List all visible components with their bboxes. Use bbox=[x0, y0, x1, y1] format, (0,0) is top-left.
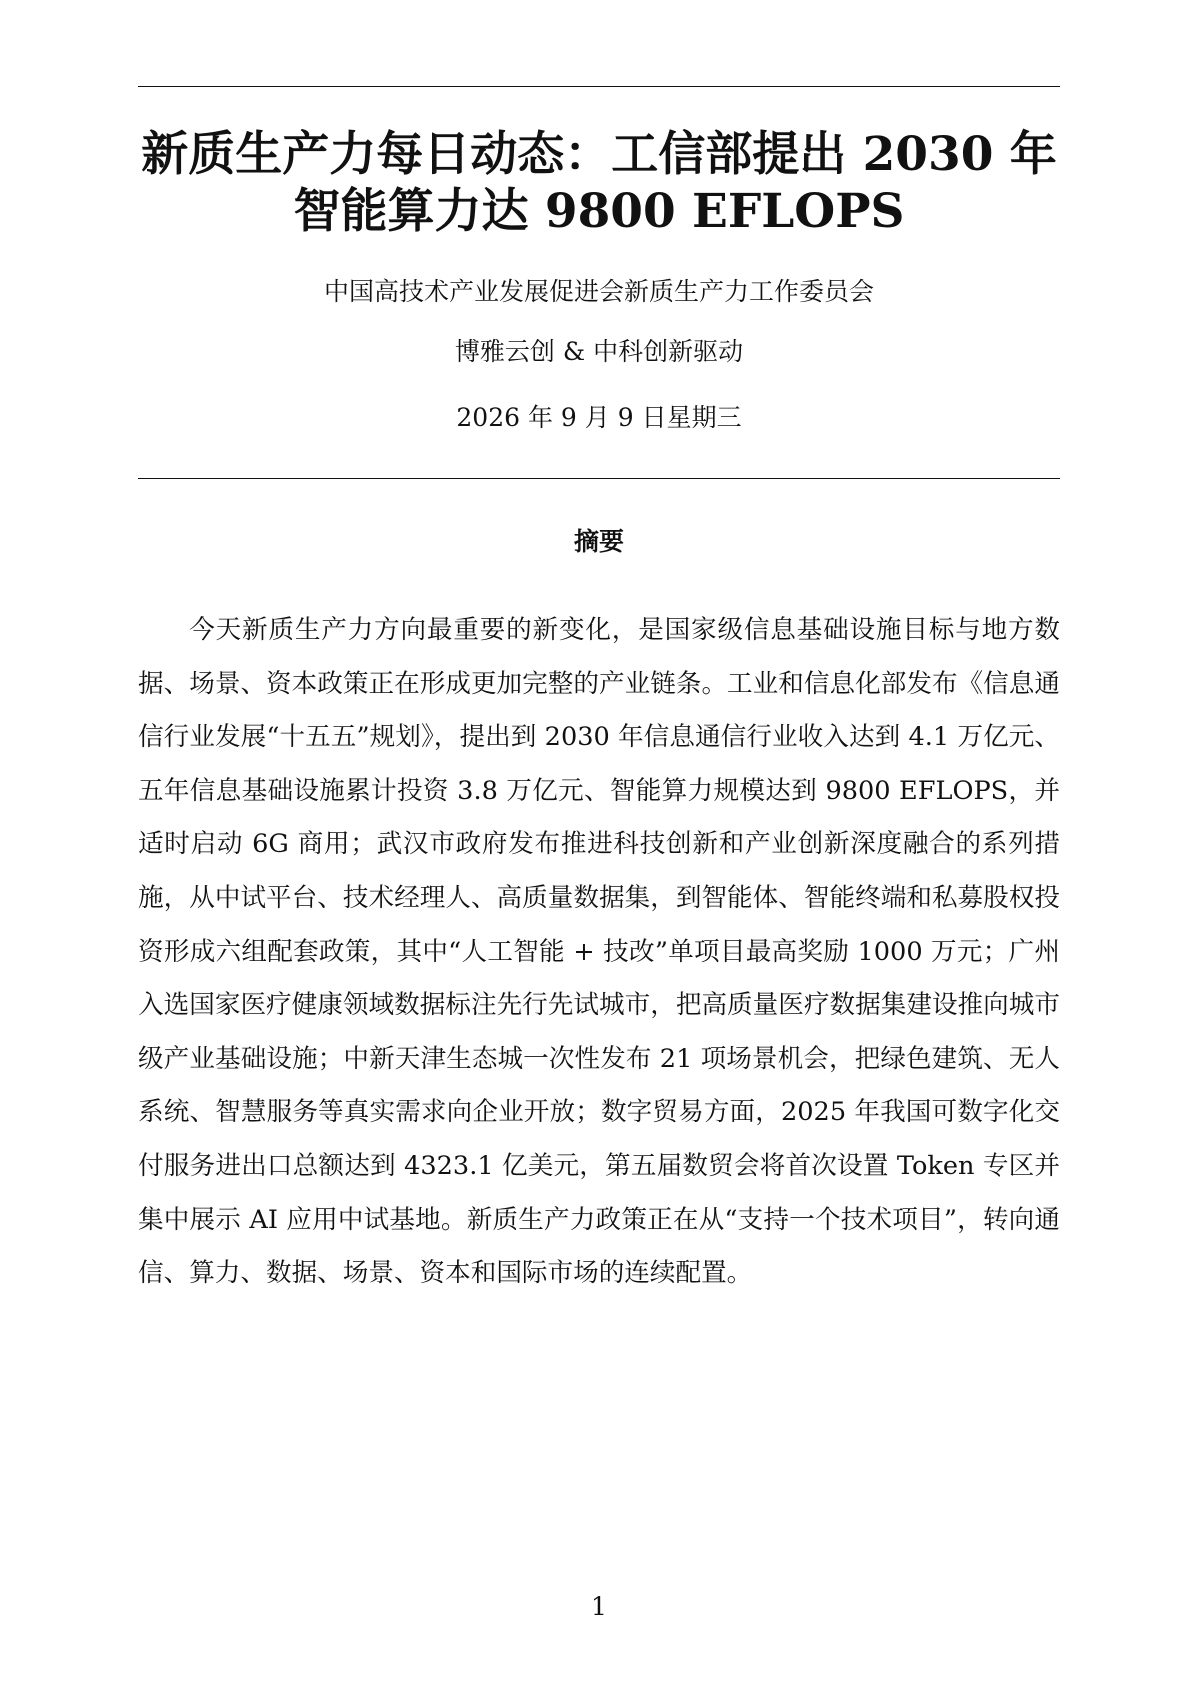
top-rule bbox=[138, 86, 1060, 87]
authors: 博雅云创 & 中科创新驱动 bbox=[454, 337, 744, 366]
abstract-heading: 摘要 bbox=[573, 527, 624, 556]
organization: 中国高技术产业发展促进会新质生产力工作委员会 bbox=[323, 277, 874, 306]
abstract-body: 今天新质生产力方向最重要的新变化，是国家级信息基础设施目标与地方数据、场景、资本政策正在形成更加完整的产业链条。工业和信息化部发布《信息通信行业发展“十五五”规划》，提出到 2030 年信息通信行业收入达到 4.1 万亿元、五年信息基础设施累计投资 3.8 万亿元、智能算力规模达到 9800 EFLOPS，并适时启动 6G 商用；武汉市政府发布推进科技创新和产业创新深度融合的系列措施，从中试平台、技术经理人、高质量数据集，到智能体、智能终端和私募股权投资形成六组配套政策，其中“人工智能 + 技改”单项目最高奖励 1000 万元；广州入选国家医疗健康领域数据标注先行先试城市，把高质量医疗数据集建设推向城市级产业基础设施；中新天津生态城一次性发布 21 项场景机会，把绿色建筑、无人系统、智慧服务等真实需求向企业开放；数字贸易方面，2025 年我国可数字化交付服务进出口总额达到 4323.1 亿美元，第五届数贸会将首次设置 Token 专区并集中展示 AI 应用中试基地。新质生产力政策正在从“支持一个技术项目”，转向通信、算力、数据、场景、资本和国际市场的连续配置。 bbox=[138, 615, 1060, 1289]
page-number: 1 bbox=[591, 1592, 607, 1621]
header-bottom-rule bbox=[138, 478, 1060, 479]
publication-date: 2026 年 9 月 9 日星期三 bbox=[456, 403, 742, 432]
document-title: 新质生产力每日动态：工信部提出 2030 年智能算力达 9800 EFLOPS bbox=[141, 127, 1057, 239]
